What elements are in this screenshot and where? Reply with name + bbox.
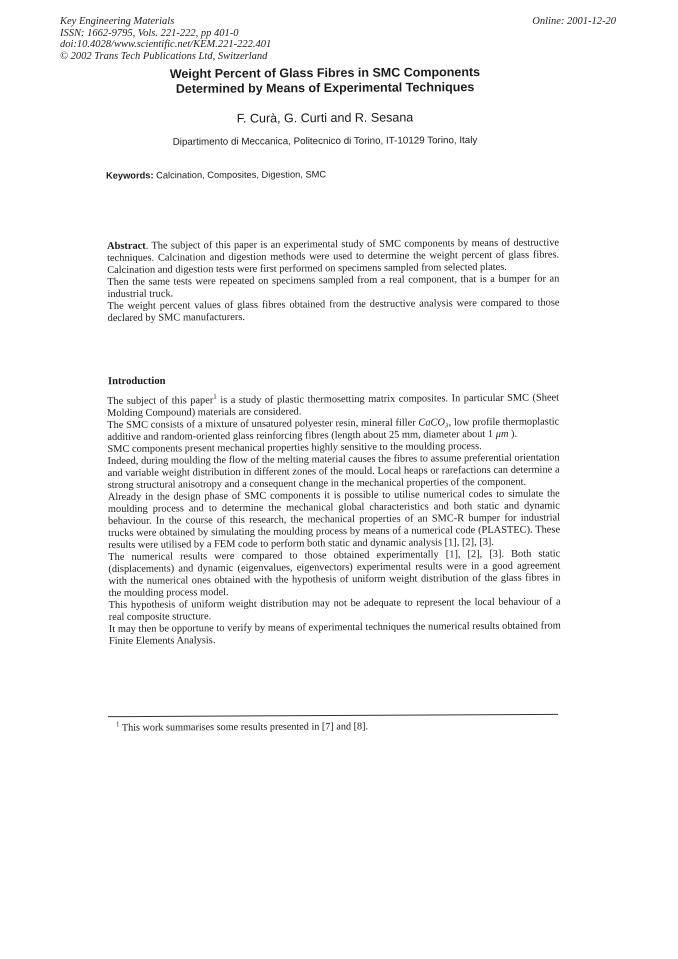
keywords-label: Keywords: bbox=[105, 170, 154, 181]
abstract bbox=[107, 237, 560, 325]
intro-paragraph-5: Already in the design phase of SMC components it is possible to utilise numerical codes to simulate the moulding process and to determine the mechanical global characteristics and both static and dynamic behaviour. In the course of this research, the mechanical properties of an SMC-R bumper for industrial trucks were obtained by simulating the moulding process by means of a numerical code (PLASTEC). These results were utilised by a FEM code to perform both static and dynamic analysis [1], [2], [3]. bbox=[107, 488, 561, 551]
abstract-paragraph-2: Then the same tests were repeated on specimens sampled from a real component, that is a bumper for an industrial truck. bbox=[107, 273, 560, 300]
online-date: Online: 2001-12-20 bbox=[532, 16, 616, 27]
journal-name: Key Engineering Materials bbox=[60, 16, 175, 27]
intro-text: , low profile thermoplastic additive and random-oriented glass reinforcing fibres (length about 25 mm, diameter about 1 bbox=[107, 416, 560, 443]
journal-issn: ISSN: 1662-9795, Vols. 221-222, pp 401-0 bbox=[60, 27, 239, 39]
journal-doi: doi:10.4028/www.scientific.net/KEM.221-222.401 bbox=[60, 39, 272, 50]
title-line-2: Determined by Means of Experimental Techniques bbox=[175, 80, 475, 96]
intro-text: The subject of this paper bbox=[107, 395, 214, 407]
unit-symbol: μm bbox=[495, 428, 509, 440]
intro-paragraph-8: It may then be opportune to verify by means of experimental techniques the numerical results obtained from Finite Elements Analysis. bbox=[108, 620, 561, 647]
keywords-text: Calcination, Composites, Digestion, SMC bbox=[153, 169, 327, 181]
section-heading-introduction: Introduction bbox=[107, 375, 166, 388]
introduction-body bbox=[107, 392, 561, 648]
intro-paragraph-4: Indeed, during moulding the flow of the melting material causes the fibres to assume preferential orientation and variable weight distribution in different zones of the mould. Local heaps or rarefactions can determine a strong structural anisotropy and a consequent change in the mechanical properties of the component. bbox=[107, 452, 560, 491]
intro-text: is a study of plastic thermosetting matrix composites. In particular SMC (Sheet Molding Compound) materials are considered. bbox=[107, 392, 560, 419]
intro-paragraph-3: SMC components present mechanical properties highly sensitive to the moulding process. bbox=[107, 441, 482, 455]
journal-info bbox=[60, 16, 271, 62]
keywords bbox=[106, 169, 326, 180]
abstract-paragraph-3: The weight percent values of glass fibres obtained from the destructive analysis were compared to those declared by SMC manufacturers. bbox=[107, 297, 560, 324]
chemical-formula: CaCO₃ bbox=[418, 417, 449, 429]
footnote-text: This work summarises some results presented in [7] and [8]. bbox=[119, 721, 369, 734]
intro-paragraph-7: This hypothesis of uniform weight distribution may not be adequate to represent the local behaviour of a real composite structure. bbox=[108, 596, 561, 623]
abstract-text-1: . The subject of this paper is an experimental study of SMC components by means of destructive techniques. Calcination and digestion methods were used to determine the weight percent of glass fibres. Calcination and digestion tests were first performed on specimens sampled from selected plates. bbox=[107, 237, 560, 276]
abstract-label: Abstract bbox=[107, 240, 146, 252]
intro-paragraph-1 bbox=[107, 392, 559, 420]
intro-paragraph-2 bbox=[107, 416, 559, 444]
footnote-divider bbox=[108, 714, 558, 717]
abstract-paragraph-1 bbox=[107, 237, 559, 277]
authors: F. Curà, G. Curti and R. Sesana bbox=[236, 110, 414, 126]
intro-text: The SMC consists of a mixture of unsatured polyester resin, mineral filler bbox=[107, 417, 419, 431]
affiliation: Dipartimento di Meccanica, Politecnico di Torino, IT-10129 Torino, Italy bbox=[172, 135, 478, 148]
journal-copyright: © 2002 Trans Tech Publications Ltd, Switzerland bbox=[60, 50, 268, 62]
footnote bbox=[116, 721, 368, 733]
footnote-mark: 1 bbox=[115, 720, 120, 729]
footnote-ref: 1 bbox=[213, 392, 217, 401]
title-line-1: Weight Percent of Glass Fibres in SMC Components bbox=[169, 65, 481, 81]
intro-paragraph-6: The numerical results were compared to those obtained experimentally [1], [2], [3]. Both static (displacements) and dynamic (eigenvalues, eigenvectors) experimental results were in a good agreement with the numerical ones obtained with the hypothesis of uniform weight distribution of the glass fibres in the moulding process model. bbox=[108, 548, 561, 599]
intro-text: ). bbox=[508, 428, 518, 440]
paper-title bbox=[110, 65, 540, 98]
